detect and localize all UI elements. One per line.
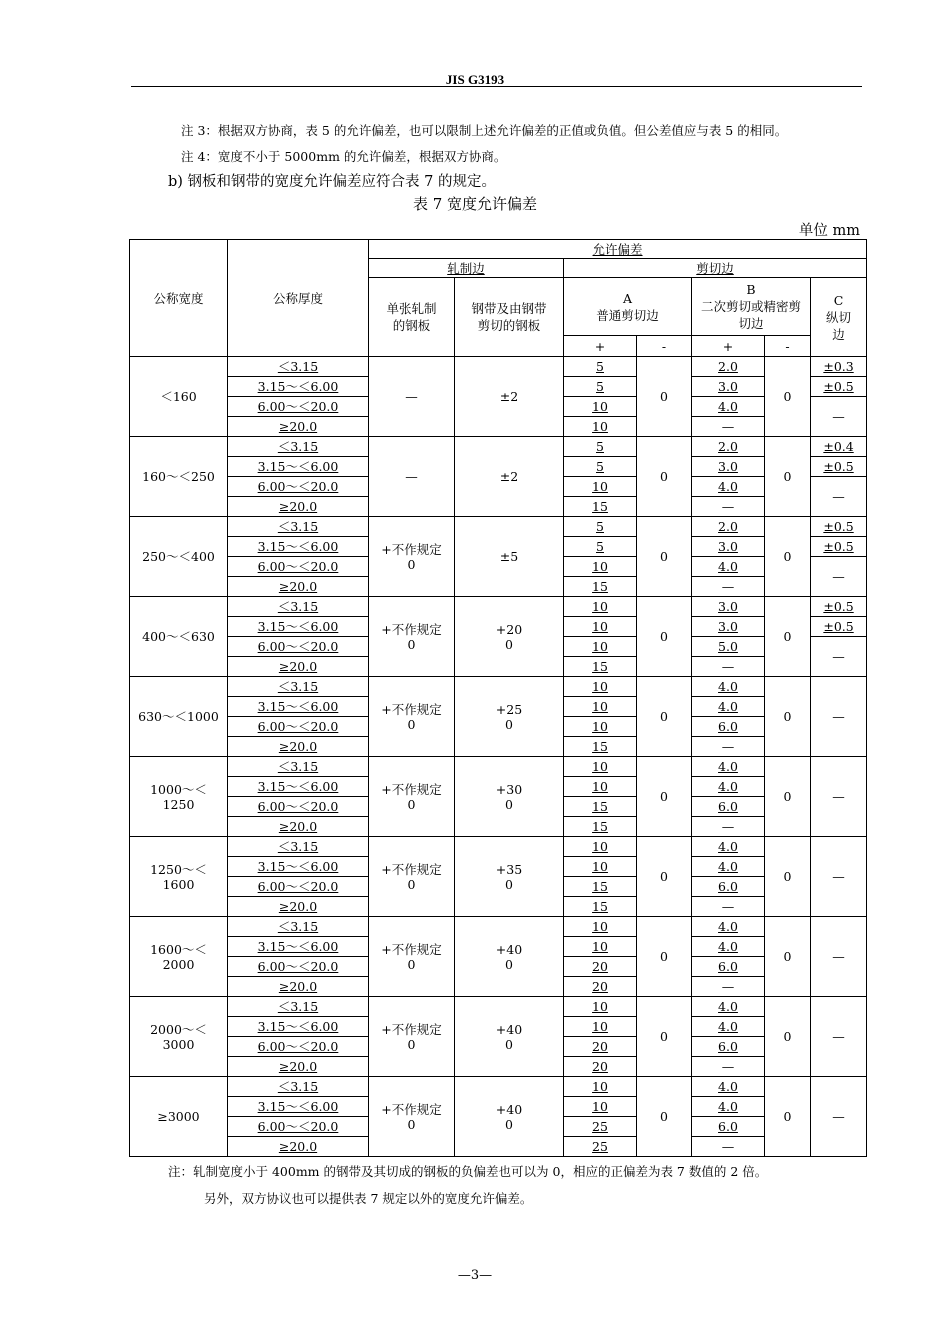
- table-row: [130, 357, 867, 377]
- b-minus-cell: 0: [765, 597, 811, 677]
- single-rolled-cell: +不作规定 0: [369, 757, 455, 837]
- a-minus-cell: 0: [637, 437, 692, 517]
- width-cell: ≥3000: [130, 1077, 228, 1157]
- b-plus-cell: 4.0: [692, 997, 765, 1017]
- thickness-cell: ≥20.0: [228, 497, 369, 517]
- b-plus-cell: 4.0: [692, 1017, 765, 1037]
- table-row: [130, 837, 867, 857]
- a-plus-cell: 20: [564, 977, 637, 997]
- a-plus-cell: 15: [564, 797, 637, 817]
- single-rolled-cell: +不作规定 0: [369, 917, 455, 997]
- b-minus-cell: 0: [765, 997, 811, 1077]
- b-plus-cell: —: [692, 977, 765, 997]
- single-rolled-cell: +不作规定 0: [369, 1077, 455, 1157]
- thickness-cell: 3.15～＜6.00: [228, 937, 369, 957]
- thickness-cell: ≥20.0: [228, 817, 369, 837]
- b-minus-cell: 0: [765, 917, 811, 997]
- width-cell: 250～＜400: [130, 517, 228, 597]
- width-cell: 1000～＜ 1250: [130, 757, 228, 837]
- thickness-cell: 3.15～＜6.00: [228, 777, 369, 797]
- c-cell: ±0.5: [811, 597, 867, 617]
- unit-label: 单位 mm: [798, 223, 860, 239]
- width-tolerance-table: [129, 239, 867, 1157]
- b-minus-cell: 0: [765, 357, 811, 437]
- table-row: [130, 437, 867, 457]
- c-cell: ±0.4: [811, 437, 867, 457]
- a-plus-cell: 15: [564, 497, 637, 517]
- a-minus-cell: 0: [637, 997, 692, 1077]
- thickness-cell: ＜3.15: [228, 997, 369, 1017]
- strip-cell: ±2: [455, 437, 564, 517]
- standard-code: JIS G3193: [445, 72, 505, 87]
- a-plus-cell: 10: [564, 757, 637, 777]
- strip-cell: +40 0: [455, 997, 564, 1077]
- single-rolled-cell: +不作规定 0: [369, 837, 455, 917]
- a-minus-cell: 0: [637, 917, 692, 997]
- a-plus-cell: 5: [564, 357, 637, 377]
- b-minus-cell: 0: [765, 677, 811, 757]
- header-a-minus: -: [637, 336, 692, 357]
- c-cell: ±0.5: [811, 537, 867, 557]
- strip-cell: +20 0: [455, 597, 564, 677]
- a-plus-cell: 10: [564, 917, 637, 937]
- b-plus-cell: 6.0: [692, 1037, 765, 1057]
- b-plus-cell: 3.0: [692, 617, 765, 637]
- b-plus-cell: 6.0: [692, 877, 765, 897]
- b-plus-cell: 6.0: [692, 797, 765, 817]
- c-cell: ±0.5: [811, 617, 867, 637]
- header-b: [692, 278, 811, 336]
- thickness-cell: ＜3.15: [228, 597, 369, 617]
- a-minus-cell: 0: [637, 517, 692, 597]
- a-plus-cell: 10: [564, 1017, 637, 1037]
- thickness-cell: 6.00～＜20.0: [228, 957, 369, 977]
- b-plus-cell: 4.0: [692, 837, 765, 857]
- a-plus-cell: 10: [564, 617, 637, 637]
- a-plus-cell: 10: [564, 637, 637, 657]
- header-nominal-width: 公称宽度: [130, 240, 228, 357]
- b-minus-cell: 0: [765, 757, 811, 837]
- single-rolled-cell: +不作规定 0: [369, 597, 455, 677]
- header-b-plus: +: [692, 336, 765, 357]
- a-plus-cell: 20: [564, 957, 637, 977]
- header-rule: [131, 86, 862, 87]
- c-cell: —: [811, 397, 867, 437]
- thickness-cell: 3.15～＜6.00: [228, 697, 369, 717]
- a-plus-cell: 10: [564, 1077, 637, 1097]
- b-plus-cell: —: [692, 657, 765, 677]
- strip-cell: +35 0: [455, 837, 564, 917]
- b-plus-cell: 2.0: [692, 517, 765, 537]
- header-c: [811, 278, 867, 357]
- width-cell: 400～＜630: [130, 597, 228, 677]
- thickness-cell: 3.15～＜6.00: [228, 377, 369, 397]
- a-plus-cell: 5: [564, 537, 637, 557]
- c-cell: ±0.5: [811, 457, 867, 477]
- a-plus-cell: 10: [564, 477, 637, 497]
- a-plus-cell: 10: [564, 397, 637, 417]
- a-plus-cell: 10: [564, 717, 637, 737]
- thickness-cell: 3.15～＜6.00: [228, 1017, 369, 1037]
- thickness-cell: 6.00～＜20.0: [228, 717, 369, 737]
- strip-cell: +25 0: [455, 677, 564, 757]
- a-plus-cell: 15: [564, 897, 637, 917]
- table-row: [130, 517, 867, 537]
- a-plus-cell: 5: [564, 437, 637, 457]
- b-plus-cell: 4.0: [692, 1077, 765, 1097]
- b-plus-cell: 2.0: [692, 437, 765, 457]
- header-c-name: 纵切边: [826, 309, 852, 342]
- thickness-cell: 3.15～＜6.00: [228, 857, 369, 877]
- a-plus-cell: 25: [564, 1117, 637, 1137]
- c-cell: ±0.5: [811, 377, 867, 397]
- a-plus-cell: 15: [564, 877, 637, 897]
- header-b-minus: -: [765, 336, 811, 357]
- thickness-cell: 6.00～＜20.0: [228, 557, 369, 577]
- thickness-cell: 6.00～＜20.0: [228, 1037, 369, 1057]
- header-c-label: C: [833, 292, 844, 308]
- header-b-name: 二次剪切或精密剪切边: [700, 299, 801, 331]
- a-plus-cell: 10: [564, 777, 637, 797]
- thickness-cell: 3.15～＜6.00: [228, 617, 369, 637]
- thickness-cell: 6.00～＜20.0: [228, 397, 369, 417]
- width-cell: 160～＜250: [130, 437, 228, 517]
- c-cell: ±0.5: [811, 517, 867, 537]
- note-4: 注 4：宽度不小于 5000mm 的允许偏差，根据双方协商。: [181, 149, 507, 164]
- thickness-cell: ≥20.0: [228, 577, 369, 597]
- b-plus-cell: 6.0: [692, 1117, 765, 1137]
- header-single-rolled-text: 单张轧制的钢板: [386, 301, 437, 333]
- footnote-line-1: 注：轧制宽度小于 400mm 的钢带及其切成的钢板的负偏差也可以为 0，相应的正偏差为表 7 数值的 2 倍。: [168, 1164, 768, 1179]
- a-plus-cell: 20: [564, 1057, 637, 1077]
- header-strip-cut: [455, 278, 564, 357]
- a-plus-cell: 10: [564, 597, 637, 617]
- thickness-cell: ＜3.15: [228, 1077, 369, 1097]
- b-minus-cell: 0: [765, 437, 811, 517]
- header-tolerance: 允许偏差: [369, 240, 867, 259]
- thickness-cell: ＜3.15: [228, 837, 369, 857]
- b-plus-cell: 3.0: [692, 537, 765, 557]
- a-plus-cell: 10: [564, 837, 637, 857]
- thickness-cell: ＜3.15: [228, 917, 369, 937]
- table-row: [130, 677, 867, 697]
- a-minus-cell: 0: [637, 757, 692, 837]
- width-cell: 1600～＜ 2000: [130, 917, 228, 997]
- thickness-cell: 6.00～＜20.0: [228, 1117, 369, 1137]
- thickness-cell: 3.15～＜6.00: [228, 1097, 369, 1117]
- single-rolled-cell: +不作规定 0: [369, 677, 455, 757]
- a-plus-cell: 5: [564, 377, 637, 397]
- header-a-plus: +: [564, 336, 637, 357]
- b-plus-cell: —: [692, 737, 765, 757]
- a-plus-cell: 10: [564, 417, 637, 437]
- a-plus-cell: 10: [564, 697, 637, 717]
- b-plus-cell: 6.0: [692, 717, 765, 737]
- b-plus-cell: 5.0: [692, 637, 765, 657]
- strip-cell: ±5: [455, 517, 564, 597]
- b-plus-cell: —: [692, 497, 765, 517]
- item-b: b) 钢板和钢带的宽度允许偏差应符合表 7 的规定。: [168, 174, 496, 190]
- thickness-cell: ≥20.0: [228, 977, 369, 997]
- header-cut-edge: 剪切边: [564, 259, 867, 278]
- a-plus-cell: 15: [564, 577, 637, 597]
- thickness-cell: 6.00～＜20.0: [228, 477, 369, 497]
- c-cell: —: [811, 557, 867, 597]
- thickness-cell: ≥20.0: [228, 657, 369, 677]
- b-plus-cell: —: [692, 1137, 765, 1157]
- b-plus-cell: 4.0: [692, 917, 765, 937]
- a-minus-cell: 0: [637, 677, 692, 757]
- thickness-cell: ≥20.0: [228, 1057, 369, 1077]
- b-plus-cell: 3.0: [692, 457, 765, 477]
- thickness-cell: 3.15～＜6.00: [228, 537, 369, 557]
- header-a: [564, 278, 692, 336]
- strip-cell: ±2: [455, 357, 564, 437]
- a-plus-cell: 20: [564, 1037, 637, 1057]
- header-nominal-thickness: 公称厚度: [228, 240, 369, 357]
- a-plus-cell: 15: [564, 657, 637, 677]
- c-cell: —: [811, 837, 867, 917]
- thickness-cell: 3.15～＜6.00: [228, 457, 369, 477]
- strip-cell: +40 0: [455, 917, 564, 997]
- header-a-name: 普通剪切边: [596, 307, 659, 323]
- strip-cell: +30 0: [455, 757, 564, 837]
- thickness-cell: ≥20.0: [228, 737, 369, 757]
- single-rolled-cell: —: [369, 437, 455, 517]
- a-minus-cell: 0: [637, 597, 692, 677]
- table-title: 表 7 宽度允许偏差: [412, 195, 538, 213]
- thickness-cell: 6.00～＜20.0: [228, 877, 369, 897]
- thickness-cell: ≥20.0: [228, 897, 369, 917]
- b-plus-cell: —: [692, 577, 765, 597]
- c-cell: —: [811, 917, 867, 997]
- a-plus-cell: 25: [564, 1137, 637, 1157]
- thickness-cell: ＜3.15: [228, 437, 369, 457]
- c-cell: ±0.3: [811, 357, 867, 377]
- a-plus-cell: 5: [564, 457, 637, 477]
- header-b-label: B: [746, 282, 756, 297]
- b-plus-cell: 4.0: [692, 557, 765, 577]
- width-cell: ＜160: [130, 357, 228, 437]
- b-plus-cell: 4.0: [692, 477, 765, 497]
- table-row: [130, 997, 867, 1017]
- b-minus-cell: 0: [765, 837, 811, 917]
- b-plus-cell: —: [692, 817, 765, 837]
- a-plus-cell: 10: [564, 997, 637, 1017]
- thickness-cell: 6.00～＜20.0: [228, 797, 369, 817]
- a-plus-cell: 5: [564, 517, 637, 537]
- a-minus-cell: 0: [637, 837, 692, 917]
- b-plus-cell: 4.0: [692, 697, 765, 717]
- b-plus-cell: —: [692, 897, 765, 917]
- b-plus-cell: 6.0: [692, 957, 765, 977]
- thickness-cell: ＜3.15: [228, 757, 369, 777]
- thickness-cell: ＜3.15: [228, 677, 369, 697]
- a-plus-cell: 15: [564, 817, 637, 837]
- single-rolled-cell: +不作规定 0: [369, 997, 455, 1077]
- b-plus-cell: 4.0: [692, 757, 765, 777]
- thickness-cell: 6.00～＜20.0: [228, 637, 369, 657]
- a-minus-cell: 0: [637, 357, 692, 437]
- thickness-cell: ＜3.15: [228, 517, 369, 537]
- b-plus-cell: 3.0: [692, 377, 765, 397]
- b-plus-cell: 3.0: [692, 597, 765, 617]
- header-a-label: A: [622, 290, 633, 306]
- strip-cell: +40 0: [455, 1077, 564, 1157]
- b-plus-cell: 4.0: [692, 1097, 765, 1117]
- b-plus-cell: 4.0: [692, 857, 765, 877]
- table-row: [130, 917, 867, 937]
- b-plus-cell: 4.0: [692, 777, 765, 797]
- width-cell: 630～＜1000: [130, 677, 228, 757]
- table-row: [130, 597, 867, 617]
- a-plus-cell: 10: [564, 677, 637, 697]
- b-plus-cell: —: [692, 417, 765, 437]
- thickness-cell: ＜3.15: [228, 357, 369, 377]
- c-cell: —: [811, 637, 867, 677]
- a-plus-cell: 10: [564, 557, 637, 577]
- c-cell: —: [811, 997, 867, 1077]
- b-plus-cell: 4.0: [692, 937, 765, 957]
- thickness-cell: ≥20.0: [228, 1137, 369, 1157]
- a-plus-cell: 10: [564, 937, 637, 957]
- c-cell: —: [811, 677, 867, 757]
- note-3: 注 3：根据双方协商，表 5 的允许偏差，也可以限制上述允许偏差的正值或负值。但公差值应与表 5 的相同。: [181, 123, 788, 138]
- c-cell: —: [811, 477, 867, 517]
- header-single-rolled: [369, 278, 455, 357]
- b-plus-cell: 2.0: [692, 357, 765, 377]
- b-plus-cell: 4.0: [692, 397, 765, 417]
- c-cell: —: [811, 757, 867, 837]
- header-rolled-edge: 轧制边: [369, 259, 564, 278]
- thickness-cell: ≥20.0: [228, 417, 369, 437]
- a-plus-cell: 15: [564, 737, 637, 757]
- header-strip-cut-text: 钢带及由钢带剪切的钢板: [471, 301, 547, 333]
- b-minus-cell: 0: [765, 1077, 811, 1157]
- c-cell: —: [811, 1077, 867, 1157]
- a-plus-cell: 10: [564, 857, 637, 877]
- table-row: [130, 757, 867, 777]
- page-number: —3—: [457, 1268, 493, 1283]
- b-plus-cell: 4.0: [692, 677, 765, 697]
- b-plus-cell: —: [692, 1057, 765, 1077]
- width-cell: 1250～＜ 1600: [130, 837, 228, 917]
- b-minus-cell: 0: [765, 517, 811, 597]
- a-plus-cell: 10: [564, 1097, 637, 1117]
- table-row: [130, 1077, 867, 1097]
- width-cell: 2000～＜ 3000: [130, 997, 228, 1077]
- single-rolled-cell: +不作规定 0: [369, 517, 455, 597]
- single-rolled-cell: —: [369, 357, 455, 437]
- a-minus-cell: 0: [637, 1077, 692, 1157]
- footnote-line-2: 另外，双方协议也可以提供表 7 规定以外的宽度允许偏差。: [204, 1191, 533, 1206]
